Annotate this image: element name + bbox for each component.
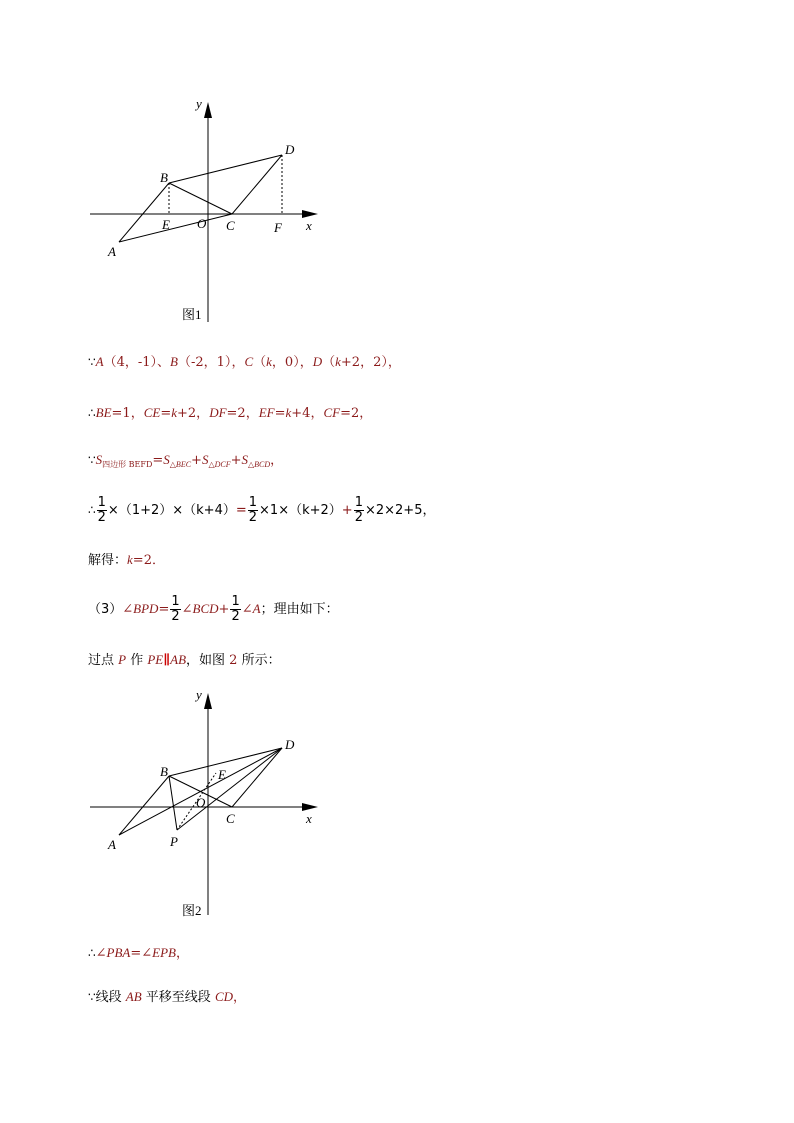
var-k: k xyxy=(127,552,133,567)
denominator: 2 xyxy=(171,609,180,624)
text: 所示： xyxy=(237,653,281,668)
separator: ， xyxy=(231,355,245,370)
segment-AB: AB xyxy=(170,652,187,667)
numerator: 1 xyxy=(248,495,258,510)
figure-2-diagram xyxy=(80,683,330,923)
point-A: A xyxy=(95,354,104,369)
solution-label: 解得： xyxy=(88,553,128,568)
fig2-label-D: D xyxy=(285,737,295,752)
expression-part: ×2×2+5， xyxy=(364,503,436,518)
point-B: B xyxy=(170,354,178,369)
value-CF: =2， xyxy=(340,406,373,421)
value-DF: =2， xyxy=(226,406,259,421)
area-S: S xyxy=(201,452,209,467)
because-symbol: ∵ xyxy=(88,990,96,1004)
expression-part: ×1×（k+2） xyxy=(259,503,342,518)
line-end: ， xyxy=(233,990,247,1005)
separator: ， xyxy=(299,355,313,370)
segment-AB: AB xyxy=(125,989,142,1004)
line-solution xyxy=(88,551,165,570)
fraction-half xyxy=(230,595,240,624)
coord-D-open: （ xyxy=(322,355,336,370)
fraction-half xyxy=(170,595,180,624)
coord-D-close: +2，2） xyxy=(340,355,388,370)
fig1-label-D: D xyxy=(285,142,295,157)
fig1-label-E: E xyxy=(162,217,170,232)
var-k: k xyxy=(285,405,292,420)
figure-1 xyxy=(80,90,330,330)
coord-B: （-2，1） xyxy=(178,355,232,370)
numerator: 1 xyxy=(171,594,180,609)
numerator: 1 xyxy=(354,495,363,510)
line-part3-claim xyxy=(88,595,339,624)
area-subscript: 四边形 BEFD xyxy=(102,460,153,469)
separator: 、 xyxy=(157,355,171,370)
fig2-label-x: x xyxy=(306,811,312,826)
fig2-label-E: E xyxy=(218,767,226,782)
fraction-half xyxy=(97,496,107,525)
line-translation xyxy=(88,988,246,1007)
line-fraction-equation xyxy=(88,496,435,525)
expression-part: ×（1+2）×（k+4） xyxy=(107,503,236,518)
fig1-label-C: C xyxy=(226,218,235,233)
area-subscript: △BCD xyxy=(248,460,271,469)
equals: = xyxy=(274,406,286,421)
figure-1-diagram xyxy=(80,90,330,330)
fig2-label-O: O xyxy=(196,795,206,810)
equals: = xyxy=(235,503,247,518)
plus: + xyxy=(230,453,242,468)
segment-EF: EF xyxy=(258,405,275,420)
segment-BE: BE xyxy=(95,405,112,420)
fig2-label-B: B xyxy=(160,764,168,779)
fig1-label-F: F xyxy=(274,220,282,235)
segment-CF: CF xyxy=(323,405,341,420)
part-number: （3） xyxy=(88,602,123,617)
plus: + xyxy=(341,503,353,518)
figure-2 xyxy=(80,683,330,923)
coord-C-open: （ xyxy=(253,355,267,370)
therefore-symbol: ∴ xyxy=(88,406,96,420)
therefore-symbol: ∴ xyxy=(88,946,96,960)
line-end: ， xyxy=(387,355,401,370)
text: ，如图 xyxy=(186,653,230,668)
value-BE: =1， xyxy=(111,406,144,421)
var-k: k xyxy=(266,354,272,369)
area-subscript: △BEC xyxy=(169,460,192,469)
var-k: k xyxy=(171,405,178,420)
because-symbol: ∵ xyxy=(88,355,96,369)
equals: = xyxy=(130,946,142,961)
text: 线段 xyxy=(95,990,126,1005)
parallel-symbol: ∥ xyxy=(163,653,171,668)
fig2-label-P: P xyxy=(170,834,178,849)
coord-A: （4，-1） xyxy=(103,355,158,370)
fig1-label-y: y xyxy=(196,96,202,111)
line-area-equation xyxy=(88,451,283,474)
fig2-caption: 图2 xyxy=(182,903,202,918)
plus: + xyxy=(218,602,230,617)
denominator: 2 xyxy=(248,510,258,525)
segment-CE: CE xyxy=(143,405,161,420)
line-construction xyxy=(88,651,281,670)
figure-number: 2 xyxy=(229,653,238,668)
therefore-symbol: ∴ xyxy=(88,503,96,517)
numerator: 1 xyxy=(97,495,106,510)
fig1-label-x: x xyxy=(306,218,312,233)
because-symbol: ∵ xyxy=(88,453,96,467)
denominator: 2 xyxy=(354,510,363,525)
area-S: S xyxy=(163,452,170,467)
fraction-half xyxy=(354,496,364,525)
fraction-half xyxy=(248,496,258,525)
area-S: S xyxy=(241,452,249,467)
angle-PBA: ∠PBA xyxy=(95,945,131,960)
value-CE: +2， xyxy=(177,406,210,421)
var-k: k xyxy=(335,354,341,369)
area-subscript: △DCF xyxy=(208,460,231,469)
line-end: ， xyxy=(270,453,284,468)
angle-A: ∠A xyxy=(241,601,261,616)
fig2-label-y: y xyxy=(196,687,202,702)
fig1-label-A: A xyxy=(108,244,116,259)
segment-DF: DF xyxy=(209,405,227,420)
denominator: 2 xyxy=(97,510,106,525)
plus: + xyxy=(191,453,202,468)
line-angle-equality xyxy=(88,944,189,963)
coord-C-close: ，0） xyxy=(271,355,300,370)
equals: = xyxy=(158,602,170,617)
point-C: C xyxy=(244,354,254,369)
fig2-label-C: C xyxy=(226,811,235,826)
segment-PE: PE xyxy=(147,652,164,667)
angle-EPB: ∠EPB xyxy=(141,945,176,960)
line-coordinates xyxy=(88,353,401,372)
denominator: 2 xyxy=(231,609,240,624)
reason-text: ；理由如下： xyxy=(260,602,339,617)
numerator: 1 xyxy=(231,594,240,609)
fig1-caption: 图1 xyxy=(182,307,202,322)
text: 过点 xyxy=(88,653,119,668)
value-EF: +4， xyxy=(291,406,324,421)
angle-BPD: ∠BPD xyxy=(122,601,159,616)
fig1-label-B: B xyxy=(160,170,168,185)
segment-CD: CD xyxy=(214,989,233,1004)
equals: = xyxy=(152,453,164,468)
fig1-label-O: O xyxy=(197,216,207,231)
angle-BCD: ∠BCD xyxy=(181,601,219,616)
solution-value: =2． xyxy=(132,553,165,568)
point-D: D xyxy=(312,354,323,369)
text: 作 xyxy=(126,653,148,668)
line-lengths xyxy=(88,404,372,423)
point-P: P xyxy=(118,652,127,667)
equals: = xyxy=(160,406,172,421)
text: 平移至线段 xyxy=(141,990,215,1005)
fig2-label-A: A xyxy=(108,837,116,852)
area-S: S xyxy=(95,452,103,467)
line-end: ， xyxy=(175,946,189,961)
